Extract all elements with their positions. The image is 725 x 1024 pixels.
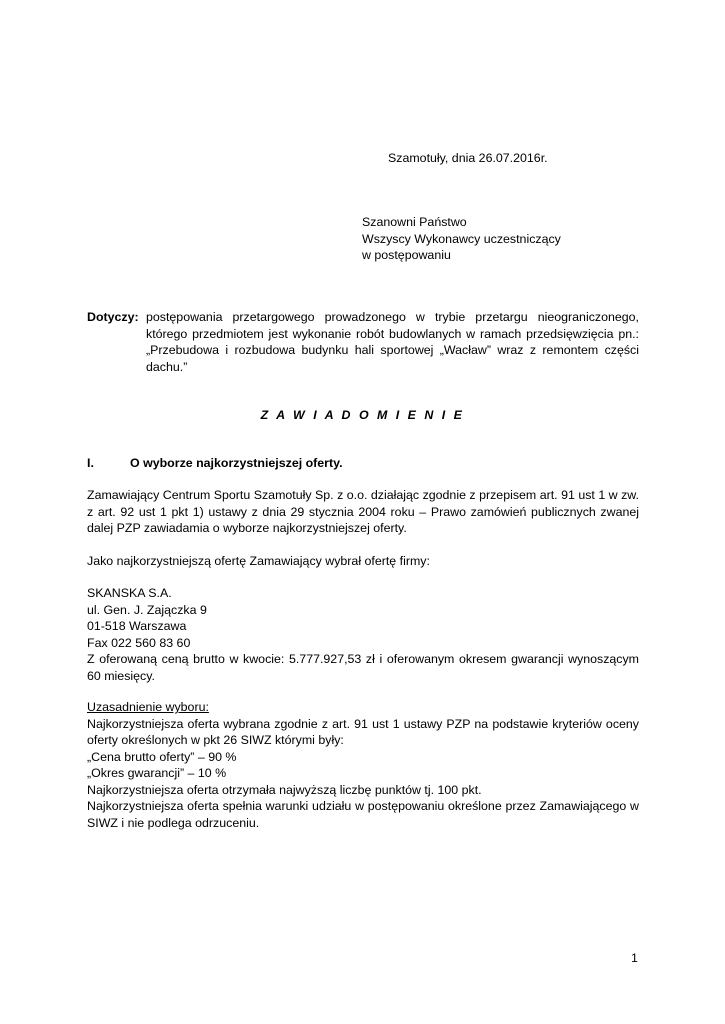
section-heading xyxy=(87,455,343,472)
paragraph-selection: Jako najkorzystniejszą ofertę Zamawiający wybrał ofertę firmy: xyxy=(87,554,430,568)
page-number: 1 xyxy=(631,951,638,965)
winner-line: SKANSKA S.A. xyxy=(87,586,172,600)
place-date: Szamotuły, dnia 26.07.2016r. xyxy=(388,151,548,165)
justification-score: Najkorzystniejsza oferta otrzymała najwyższą liczbę punktów tj. 100 pkt. xyxy=(87,782,482,797)
justification-heading: Uzasadnienie wyboru: xyxy=(87,700,209,714)
addressee-line: Wszyscy Wykonawcy uczestniczący xyxy=(362,231,561,246)
subject-label: Dotyczy: xyxy=(87,310,139,324)
winner-line: ul. Gen. J. Zajączka 9 xyxy=(87,602,207,617)
section-title: O wyborze najkorzystniejszej oferty. xyxy=(130,456,343,470)
section-number: I. xyxy=(87,456,94,470)
winner-address xyxy=(87,585,639,651)
document-title: Z A W I A D O M I E N I E xyxy=(260,408,465,422)
subject-text: postępowania przetargowego prowadzonego w trybie przetargu nieograniczonego, którego przedmiotem jest wykonanie robót budowlanych w ramach przedsięwzięcia pn.: „Przebudowa i rozbudowa budynku hali sportowej „Wacław” wraz z remontem części dachu.” xyxy=(146,310,639,374)
justification-criteria-intro: Najkorzystniejsza oferta wybrana zgodnie z art. 91 ust 1 ustawy PZP na podstawie kryteriów oceny oferty określonych w pkt 26 SIWZ którymi były: xyxy=(87,716,639,747)
paragraph-notice: Zamawiający Centrum Sportu Szamotuły Sp. z o.o. działając zgodnie z przepisem art. 91 ust 1 w zw. z art. 92 ust 1 pkt 1) ustawy z dnia 29 stycznia 2004 roku – Prawo zamówień publicznych zwanej dalej PZP zawiadamia o wyborze najkorzystniejszej oferty. xyxy=(87,488,639,535)
justification-conditions: Najkorzystniejsza oferta spełnia warunki udziału w postępowaniu określone przez Zamawiającego w SIWZ i nie podlega odrzuceniu. xyxy=(87,799,639,830)
criterion-price: „Cena brutto oferty” – 90 % xyxy=(87,749,237,764)
addressee-block xyxy=(362,214,561,264)
addressee-line: Szanowni Państwo xyxy=(362,215,467,229)
criterion-warranty: „Okres gwarancji” – 10 % xyxy=(87,766,227,780)
winner-line: 01-518 Warszawa xyxy=(87,619,187,633)
subject-block xyxy=(87,309,639,375)
paragraph-price: Z oferowaną ceną brutto w kwocie: 5.777.927,53 zł i oferowanym okresem gwarancji wynoszącym 60 miesięcy. xyxy=(87,652,639,683)
justification-block xyxy=(87,699,639,831)
winner-line: Fax 022 560 83 60 xyxy=(87,635,191,650)
addressee-line: w postępowaniu xyxy=(362,248,451,262)
